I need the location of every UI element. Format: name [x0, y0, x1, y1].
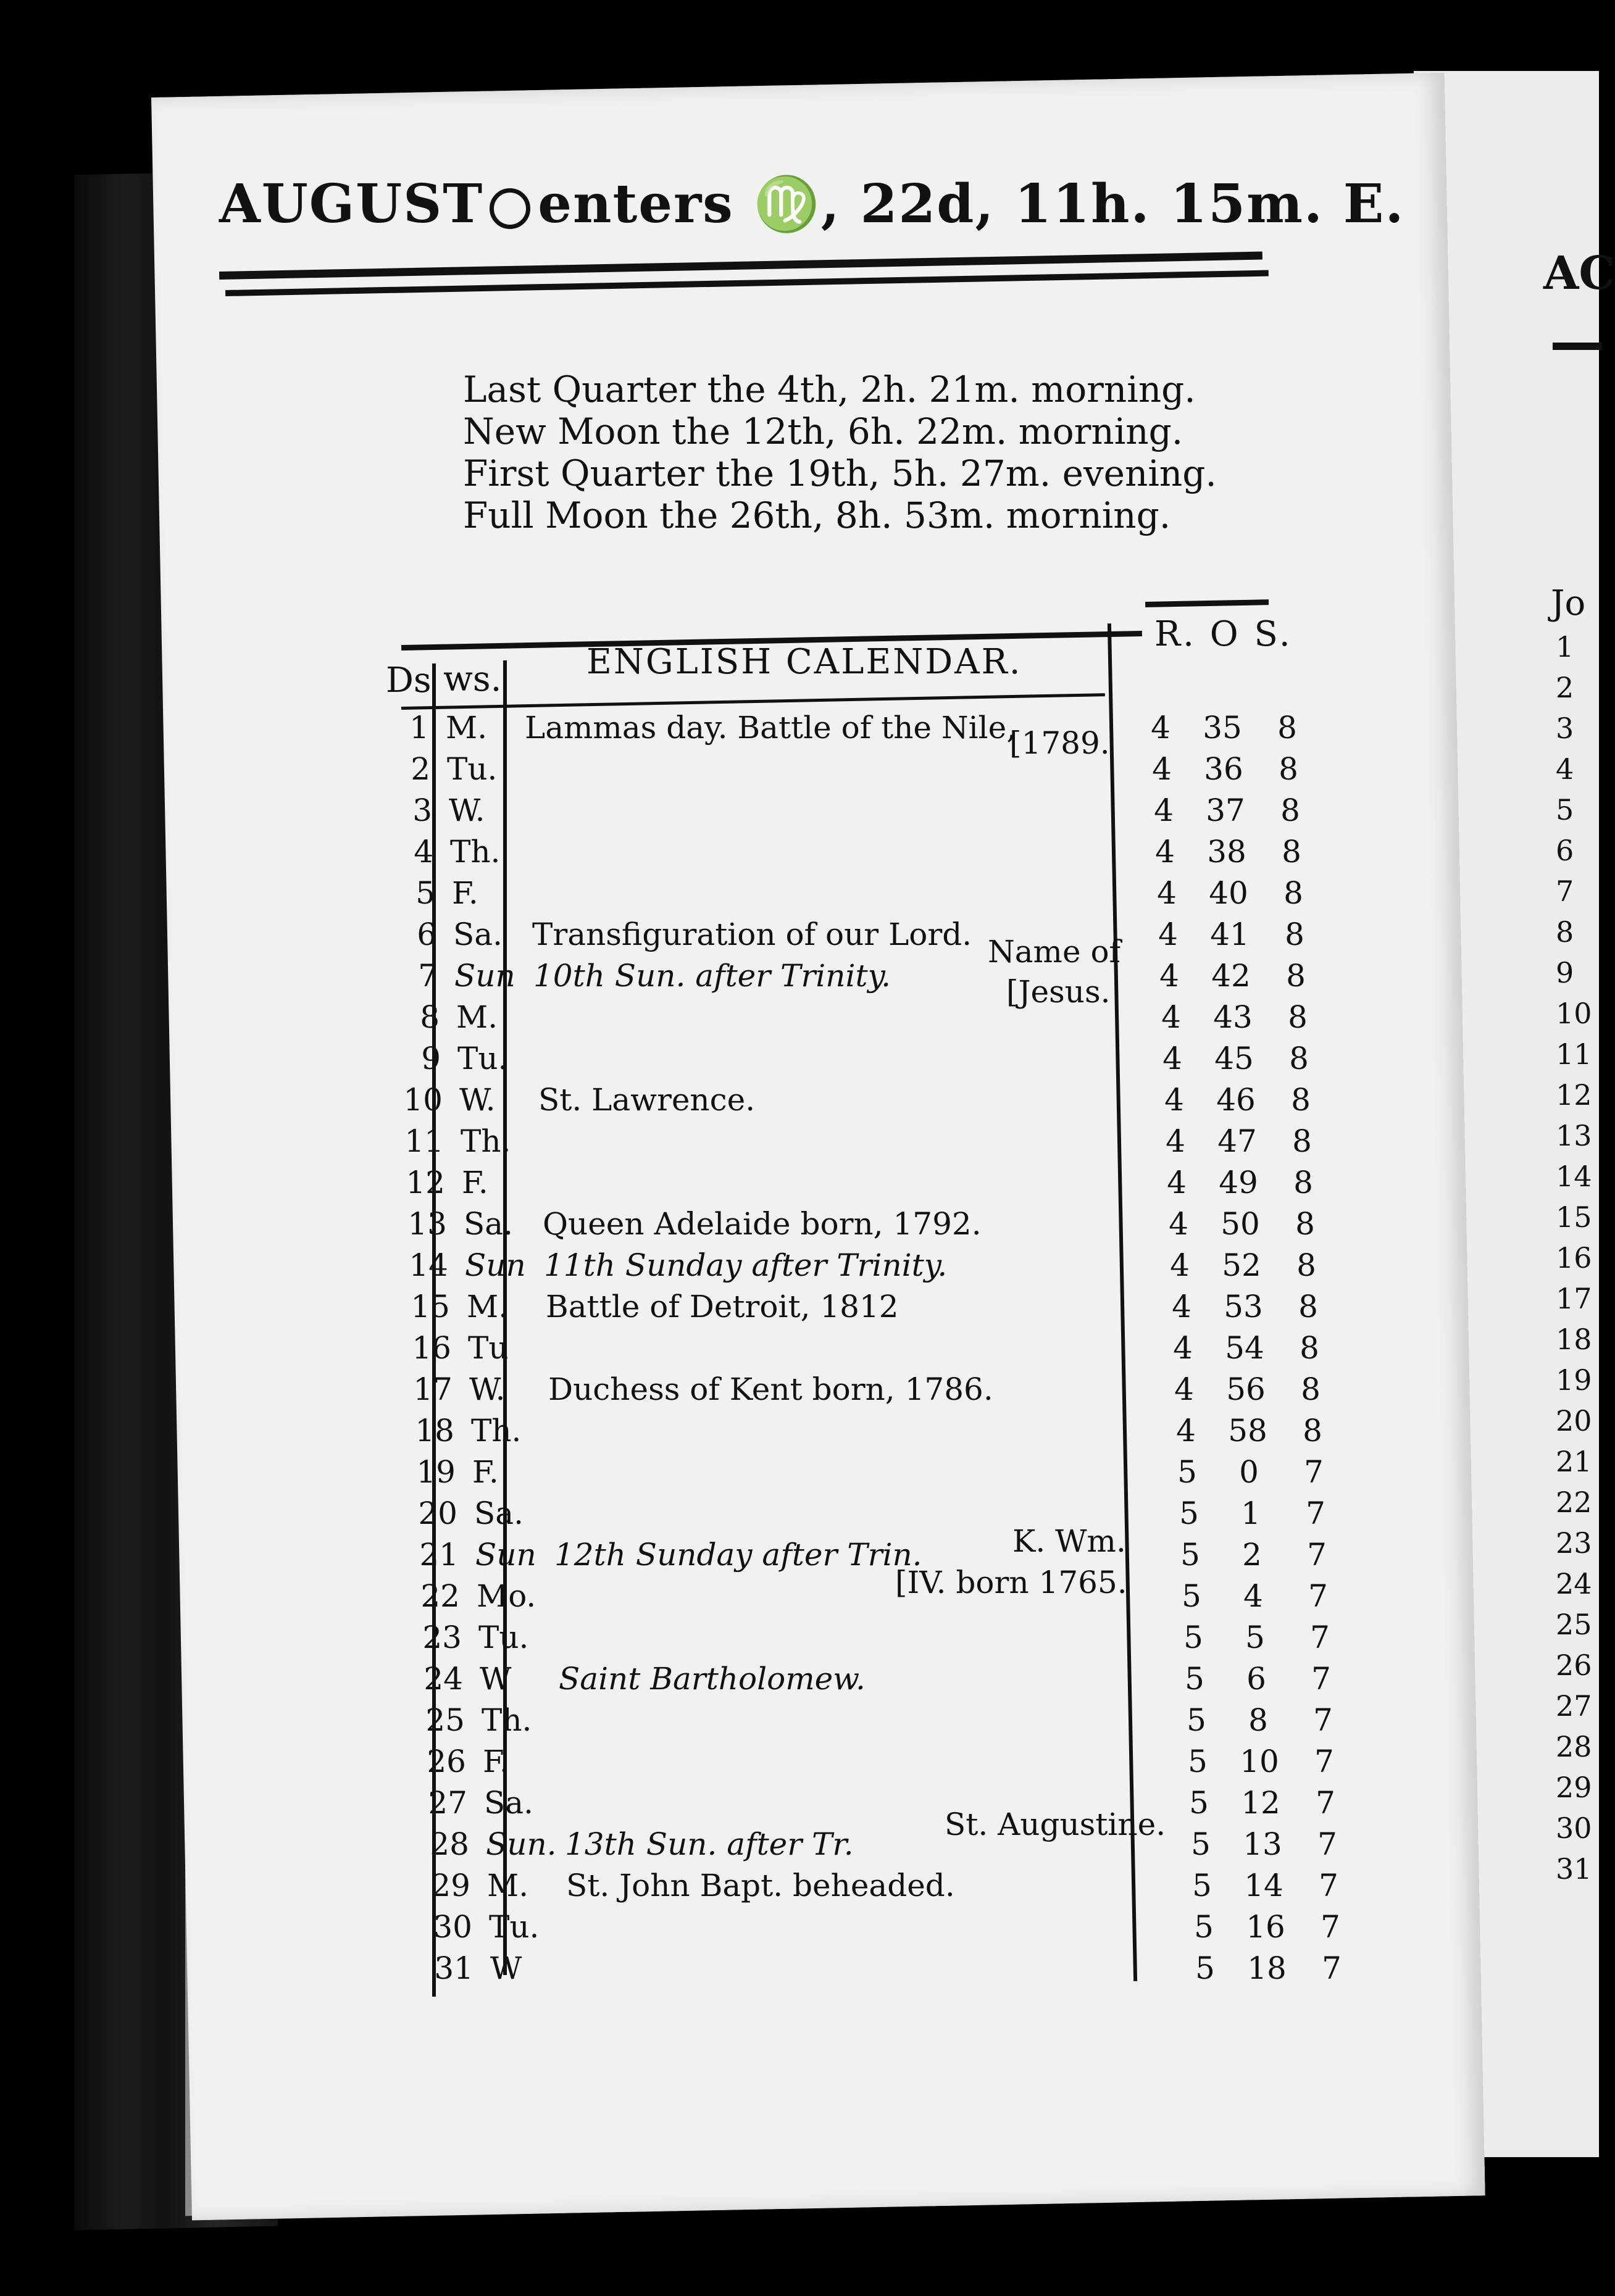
- sunset-hour: 8: [1298, 1289, 1318, 1325]
- header-weekdays: ws.: [443, 659, 502, 699]
- event-text: 11th Sunday after Trinity.: [544, 1247, 948, 1283]
- table-row: [0, 1661, 1358, 1702]
- table-row: [0, 1289, 1358, 1330]
- table-row: [0, 1041, 1358, 1082]
- sunrise-minute: 5: [1245, 1620, 1265, 1655]
- weekday: Sa.: [453, 917, 503, 952]
- sunrise-minute: 1: [1241, 1495, 1261, 1531]
- event-text: Saint Bartholomew.: [559, 1661, 866, 1697]
- next-page-day: 12: [1556, 1078, 1592, 1112]
- sunset-hour: 7: [1314, 1744, 1334, 1779]
- header-calendar: ENGLISH CALENDAR.: [586, 642, 1022, 682]
- weekday: Sa.: [474, 1495, 524, 1531]
- sunrise-hour: 5: [1191, 1826, 1211, 1862]
- phase-new-moon: New Moon the 12th, 6h. 22m. morning.: [463, 410, 1183, 452]
- weekday: Sa.: [464, 1206, 513, 1242]
- sunrise-hour: 4: [1173, 1330, 1193, 1366]
- next-page-rule: [1553, 343, 1602, 350]
- weekday: W: [480, 1661, 512, 1697]
- sunrise-minute: 40: [1209, 875, 1248, 911]
- sunrise-minute: 13: [1243, 1826, 1282, 1862]
- sunrise-minute: 43: [1213, 999, 1253, 1035]
- sunrise-minute: 38: [1207, 834, 1246, 870]
- event-text: St. John Bapt. beheaded.: [566, 1868, 955, 1903]
- event-text: 12th Sunday after Trin.: [554, 1537, 922, 1573]
- weekday: W: [490, 1950, 522, 1986]
- header-days: Ds: [386, 660, 432, 701]
- weekday: Th.: [471, 1413, 522, 1449]
- sunrise-minute: 35: [1203, 710, 1242, 746]
- sunset-hour: 7: [1316, 1785, 1335, 1821]
- next-page-day: 10: [1556, 997, 1592, 1030]
- day-number: 26: [427, 1744, 466, 1779]
- sunrise-hour: 5: [1192, 1868, 1212, 1903]
- sunrise-minute: 54: [1225, 1330, 1264, 1366]
- next-page-day: 22: [1556, 1486, 1592, 1519]
- day-number: 29: [431, 1868, 470, 1903]
- sunset-hour: 7: [1317, 1826, 1337, 1862]
- sunset-hour: 8: [1280, 792, 1300, 828]
- sunrise-minute: 53: [1224, 1289, 1263, 1325]
- next-page-day: 16: [1556, 1241, 1592, 1275]
- day-number: 8: [420, 999, 440, 1035]
- weekday: F.: [472, 1454, 499, 1490]
- day-number: 1: [409, 710, 429, 746]
- next-page-day: 11: [1556, 1038, 1592, 1071]
- day-number: 9: [421, 1041, 441, 1076]
- weekday: W.: [449, 792, 485, 828]
- sunrise-minute: 58: [1228, 1413, 1267, 1449]
- sunrise-minute: 52: [1222, 1247, 1261, 1283]
- sunrise-minute: 10: [1240, 1744, 1279, 1779]
- table-row: [0, 792, 1358, 834]
- sunrise-minute: 41: [1210, 917, 1250, 952]
- table-row: [0, 1082, 1358, 1123]
- day-number: 15: [411, 1289, 450, 1325]
- table-row: [0, 751, 1358, 792]
- sunrise-minute: 50: [1221, 1206, 1260, 1242]
- sunrise-minute: 36: [1204, 751, 1243, 787]
- next-page-day: 17: [1556, 1282, 1592, 1315]
- table-row: [0, 1330, 1358, 1371]
- next-page-day: 18: [1556, 1323, 1592, 1356]
- day-number: 28: [430, 1826, 469, 1862]
- weekday: M.: [487, 1868, 529, 1903]
- weekday: Sa.: [484, 1785, 533, 1821]
- next-page-day: 28: [1556, 1730, 1592, 1763]
- table-row: [0, 958, 1358, 999]
- phase-full-moon: Full Moon the 26th, 8h. 53m. morning.: [463, 494, 1171, 536]
- event-text: Queen Adelaide born, 1792.: [543, 1206, 982, 1242]
- sunrise-hour: 5: [1182, 1578, 1201, 1614]
- day-number: 14: [409, 1247, 448, 1283]
- sunset-hour: 8: [1296, 1247, 1316, 1283]
- sunrise-minute: 6: [1246, 1661, 1266, 1697]
- weekday: Th.: [450, 834, 501, 870]
- next-page-day: 5: [1556, 793, 1574, 826]
- day-number: 10: [403, 1082, 443, 1118]
- weekday: Mo.: [477, 1578, 536, 1614]
- next-page-day: 7: [1556, 875, 1574, 908]
- sunrise-hour: 5: [1177, 1454, 1197, 1490]
- sunrise-minute: 46: [1216, 1082, 1256, 1118]
- next-page-day: 30: [1556, 1811, 1592, 1845]
- day-number: 6: [417, 917, 436, 952]
- day-number: 21: [419, 1537, 459, 1573]
- next-page-day: 29: [1556, 1771, 1592, 1804]
- table-row: [0, 917, 1358, 958]
- table-row: [0, 1123, 1358, 1165]
- continuation-born-1765: [IV. born 1765.: [895, 1565, 1127, 1600]
- sunrise-hour: 4: [1154, 792, 1174, 828]
- sunset-hour: 8: [1303, 1413, 1322, 1449]
- table-row: [0, 1868, 1358, 1909]
- continuation-nile-year: [1789.: [1009, 725, 1110, 761]
- next-page-day: 13: [1556, 1119, 1592, 1152]
- continuation-name-of: Name of: [988, 934, 1121, 970]
- sunset-hour: 7: [1321, 1909, 1340, 1945]
- day-number: 12: [406, 1165, 445, 1200]
- sign-entry-text: enters ♍, 22d, 11h. 15m. E.: [538, 173, 1405, 235]
- sunrise-hour: 4: [1151, 710, 1171, 746]
- next-page-day: 19: [1556, 1363, 1592, 1397]
- sunrise-hour: 4: [1167, 1165, 1187, 1200]
- sunrise-hour: 4: [1157, 875, 1177, 911]
- day-number: 3: [412, 792, 432, 828]
- event-text: Transfiguration of our Lord.: [532, 917, 972, 952]
- day-number: 7: [418, 958, 438, 994]
- sunset-hour: 7: [1322, 1950, 1342, 1986]
- continuation-jesus: [Jesus.: [1006, 974, 1111, 1010]
- day-number: 30: [433, 1909, 472, 1945]
- page-title: [219, 173, 1404, 235]
- sunset-hour: 8: [1282, 834, 1301, 870]
- sunset-hour: 7: [1311, 1661, 1331, 1697]
- weekday: M.: [467, 1289, 509, 1325]
- sunrise-minute: 49: [1219, 1165, 1258, 1200]
- day-number: 18: [415, 1413, 454, 1449]
- weekday: Sun: [465, 1247, 526, 1283]
- event-text: Duchess of Kent born, 1786.: [548, 1371, 993, 1407]
- sunrise-hour: 4: [1152, 751, 1172, 787]
- header-rises: R. O S.: [1154, 614, 1293, 654]
- table-row: [0, 1413, 1358, 1454]
- sunset-hour: 8: [1277, 710, 1297, 746]
- next-page-day: 25: [1556, 1608, 1592, 1641]
- day-number: 13: [407, 1206, 447, 1242]
- sunrise-hour: 4: [1161, 999, 1181, 1035]
- weekday: M.: [446, 710, 488, 746]
- weekday: F.: [483, 1744, 509, 1779]
- sunrise-hour: 5: [1185, 1661, 1204, 1697]
- next-page-day: 24: [1556, 1567, 1592, 1600]
- sunrise-hour: 5: [1179, 1495, 1199, 1531]
- next-page-day: 15: [1556, 1200, 1592, 1234]
- sunrise-minute: 14: [1244, 1868, 1283, 1903]
- event-text: 10th Sun. after Trinity.: [533, 958, 891, 994]
- day-number: 5: [415, 875, 435, 911]
- day-number: 19: [416, 1454, 456, 1490]
- phase-last-quarter: Last Quarter the 4th, 2h. 21m. morning.: [463, 368, 1196, 410]
- sunrise-minute: 47: [1217, 1123, 1257, 1159]
- weekday: Sun.: [486, 1826, 557, 1862]
- sunrise-hour: 4: [1159, 958, 1179, 994]
- table-row: [0, 1371, 1358, 1413]
- event-text: Battle of Detroit, 1812: [546, 1289, 899, 1325]
- sun-circle-icon: [490, 188, 530, 229]
- next-page-day: 21: [1556, 1445, 1592, 1478]
- day-number: 23: [422, 1620, 462, 1655]
- sunrise-minute: 37: [1206, 792, 1245, 828]
- moon-phases: [463, 367, 1217, 545]
- weekday: Tu.: [489, 1909, 540, 1945]
- weekday: Th.: [461, 1123, 511, 1159]
- sunrise-minute: 16: [1246, 1909, 1285, 1945]
- next-page-day: 31: [1556, 1852, 1592, 1886]
- sunrise-hour: 5: [1195, 1950, 1215, 1986]
- weekday: W.: [469, 1371, 506, 1407]
- weekday: Sun: [475, 1537, 536, 1573]
- table-row: [0, 1454, 1358, 1495]
- next-page-day: 27: [1556, 1689, 1592, 1723]
- weekday: W.: [459, 1082, 496, 1118]
- sunset-hour: 8: [1289, 1041, 1309, 1076]
- sunrise-minute: 42: [1211, 958, 1251, 994]
- table-row: [0, 999, 1358, 1041]
- sunset-hour: 8: [1300, 1330, 1319, 1366]
- sunset-hour: 8: [1295, 1206, 1315, 1242]
- next-page-day: 8: [1556, 915, 1574, 949]
- event-text: St. Lawrence.: [538, 1082, 756, 1118]
- table-row: [0, 1206, 1358, 1247]
- sunset-hour: 8: [1301, 1371, 1321, 1407]
- weekday: F.: [462, 1165, 488, 1200]
- sunrise-minute: 4: [1243, 1578, 1263, 1614]
- day-number: 22: [420, 1578, 460, 1614]
- sunset-hour: 8: [1286, 958, 1306, 994]
- sunrise-hour: 5: [1188, 1744, 1208, 1779]
- continuation-st-augustine: St. Augustine.: [945, 1807, 1166, 1842]
- table-row: [0, 1247, 1358, 1289]
- weekday: Tu.: [478, 1620, 529, 1655]
- table-row: [0, 1578, 1358, 1620]
- next-page-day: 14: [1556, 1160, 1592, 1193]
- sunrise-hour: 4: [1170, 1247, 1190, 1283]
- table-row: [0, 1909, 1358, 1950]
- sunset-hour: 8: [1283, 875, 1303, 911]
- sunrise-hour: 4: [1176, 1413, 1196, 1449]
- next-page-day: 20: [1556, 1404, 1592, 1437]
- day-number: 27: [428, 1785, 467, 1821]
- phase-first-quarter: First Quarter the 19th, 5h. 27m. evening.: [463, 452, 1217, 494]
- sunset-hour: 8: [1279, 751, 1298, 787]
- sunrise-hour: 4: [1174, 1371, 1194, 1407]
- table-row: [0, 1744, 1358, 1785]
- sunrise-hour: 4: [1172, 1289, 1191, 1325]
- sunset-hour: 8: [1288, 999, 1308, 1035]
- day-number: 17: [413, 1371, 453, 1407]
- sunrise-minute: 2: [1242, 1537, 1262, 1573]
- sunrise-hour: 5: [1189, 1785, 1209, 1821]
- sunrise-hour: 4: [1169, 1206, 1188, 1242]
- sunrise-minute: 56: [1226, 1371, 1266, 1407]
- weekday: Tu.: [457, 1041, 508, 1076]
- day-number: 25: [425, 1702, 465, 1738]
- next-page-day: 3: [1556, 712, 1574, 745]
- sunset-hour: 7: [1307, 1537, 1327, 1573]
- sunrise-hour: 5: [1194, 1909, 1214, 1945]
- sunset-hour: 8: [1285, 917, 1304, 952]
- sunset-hour: 7: [1304, 1454, 1324, 1490]
- sunrise-minute: 0: [1239, 1454, 1259, 1490]
- sunset-hour: 7: [1306, 1495, 1325, 1531]
- sunrise-minute: 18: [1247, 1950, 1287, 1986]
- next-page-title: AC: [1543, 247, 1615, 300]
- weekday: Th.: [482, 1702, 532, 1738]
- sunset-hour: 7: [1310, 1620, 1330, 1655]
- weekday: Tu: [468, 1330, 509, 1366]
- sunrise-hour: 4: [1158, 917, 1178, 952]
- sunset-hour: 7: [1313, 1702, 1333, 1738]
- event-text: Lammas day. Battle of the Nile,: [525, 710, 1017, 746]
- table-row: [0, 1702, 1358, 1744]
- next-page-day: 2: [1556, 671, 1574, 704]
- sunset-hour: 8: [1291, 1082, 1311, 1118]
- table-row: [0, 1165, 1358, 1206]
- sunrise-minute: 8: [1248, 1702, 1268, 1738]
- next-page-day: 23: [1556, 1526, 1592, 1560]
- day-number: 31: [434, 1950, 474, 1986]
- continuation-king-william: K. Wm.: [1012, 1523, 1126, 1559]
- weekday: M.: [456, 999, 498, 1035]
- weekday: Sun: [454, 958, 515, 994]
- sunrise-hour: 4: [1162, 1041, 1182, 1076]
- day-number: 16: [412, 1330, 451, 1366]
- sunrise-hour: 4: [1166, 1123, 1185, 1159]
- table-row: [0, 1495, 1358, 1537]
- day-number: 4: [414, 834, 433, 870]
- weekday: Tu.: [447, 751, 498, 787]
- table-row: [0, 1950, 1358, 1992]
- table-row: [0, 1537, 1358, 1578]
- table-row: [0, 1620, 1358, 1661]
- event-text: 13th Sun. after Tr.: [565, 1826, 854, 1862]
- next-page-day: 9: [1556, 956, 1574, 989]
- weekday: F.: [452, 875, 478, 911]
- day-number: 24: [424, 1661, 463, 1697]
- next-page-day: 4: [1556, 752, 1574, 786]
- table-row: [0, 875, 1358, 917]
- sunrise-minute: 12: [1241, 1785, 1280, 1821]
- table-row: [0, 834, 1358, 875]
- day-number: 2: [411, 751, 430, 787]
- day-number: 20: [418, 1495, 457, 1531]
- sunrise-minute: 45: [1214, 1041, 1254, 1076]
- sunset-hour: 8: [1293, 1165, 1313, 1200]
- table-row: [0, 710, 1358, 751]
- day-number: 11: [404, 1123, 444, 1159]
- sunrise-hour: 4: [1155, 834, 1175, 870]
- next-page-day: 6: [1556, 834, 1574, 867]
- sunrise-hour: 5: [1187, 1702, 1206, 1738]
- next-page-day: 26: [1556, 1649, 1592, 1682]
- sunset-hour: 7: [1319, 1868, 1338, 1903]
- sunrise-hour: 5: [1183, 1620, 1203, 1655]
- sunrise-hour: 5: [1180, 1537, 1200, 1573]
- next-page-day: 1: [1556, 630, 1574, 663]
- sunset-hour: 7: [1308, 1578, 1328, 1614]
- next-page-column-header: Jo: [1551, 583, 1586, 623]
- next-page-day-column: [1556, 626, 1599, 1889]
- sunset-hour: 8: [1292, 1123, 1312, 1159]
- sunrise-hour: 4: [1164, 1082, 1184, 1118]
- month-name: AUGUST: [219, 173, 484, 235]
